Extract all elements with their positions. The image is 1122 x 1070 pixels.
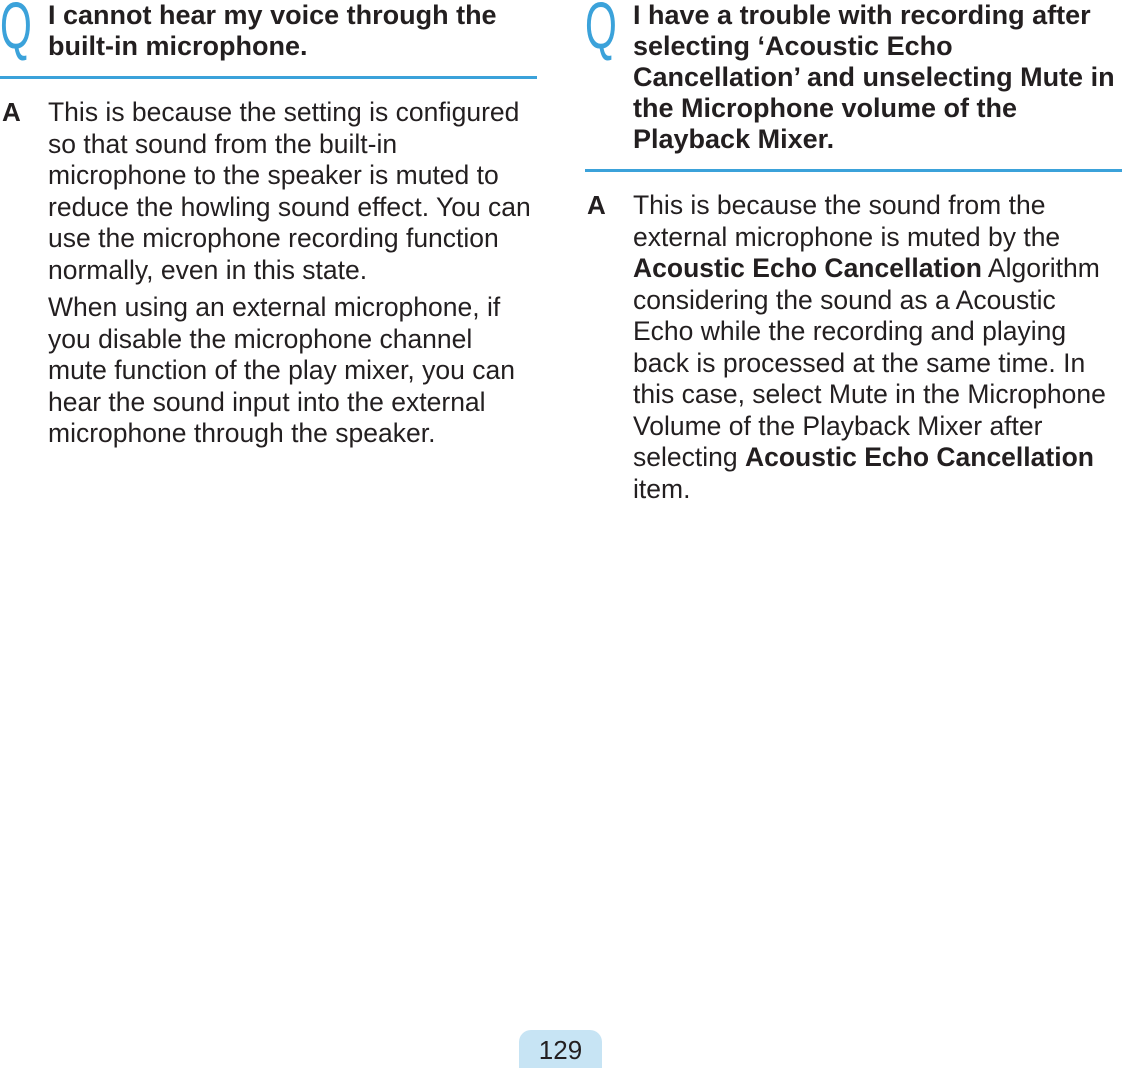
answer-block	[585, 190, 1122, 505]
question-q-mark: Q	[585, 0, 617, 62]
answer-run: When using an external microphone, if you disable the microphone channel mute function of the play mixer, you can hear the sound input into the external microphone through the speaker.	[48, 292, 515, 448]
question-q-mark: Q	[0, 0, 32, 62]
answer-run: item.	[633, 473, 691, 504]
qa-right-column	[585, 0, 1122, 505]
answer-text	[585, 190, 1122, 505]
question-divider	[585, 169, 1122, 172]
answer-emphasis: Acoustic Echo Cancellation	[633, 253, 982, 283]
question-block	[585, 0, 1122, 155]
question-title: I cannot hear my voice through the built-in microphone.	[48, 0, 497, 61]
qa-left-column	[0, 0, 537, 450]
answer-run: This is because the setting is configured so that sound from the built-in microphone to the speaker is muted to reduce the howling sound effect. You can use the microphone recording function normally, even in this state.	[48, 97, 531, 285]
answer-text	[0, 97, 537, 450]
answer-paragraph	[48, 292, 537, 450]
answer-emphasis: Acoustic Echo Cancellation	[744, 442, 1094, 472]
answer-a-mark: A	[2, 97, 21, 127]
answer-paragraph	[48, 97, 537, 286]
answer-block	[0, 97, 537, 450]
question-title: I have a trouble with recording after selecting ‘Acoustic Echo Cancellation’ and unselecting Mute in the Microphone volume of the Playback Mixer.	[633, 0, 1115, 154]
question-block	[0, 0, 537, 62]
page-number: 129	[519, 1030, 602, 1068]
answer-run: This is because the sound from the external microphone is muted by the	[633, 190, 1061, 252]
answer-a-mark: A	[587, 190, 606, 220]
question-divider	[0, 76, 537, 79]
answer-run: Algorithm considering the sound as a Acoustic Echo while the recording and playing back is processed at the same time. In this case, select Mute in the Microphone Volume of the Playback Mixer after selecting	[633, 253, 1106, 472]
answer-paragraph	[633, 190, 1122, 505]
